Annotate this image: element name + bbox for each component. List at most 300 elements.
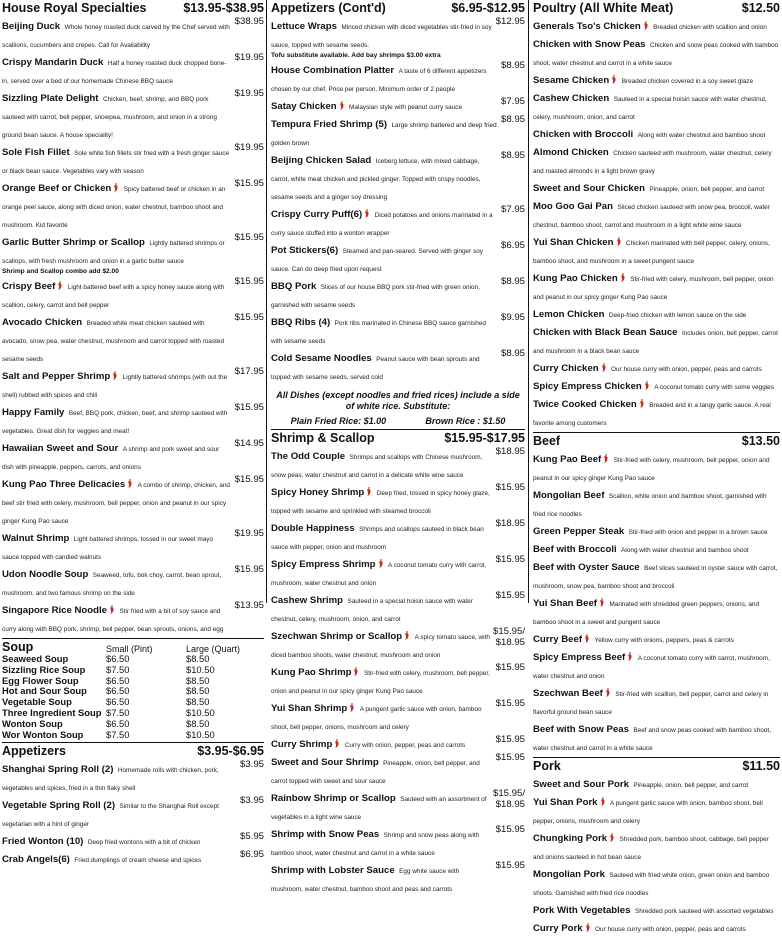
appetizers-contd-price-range: $6.95-$12.95 <box>451 1 525 15</box>
menu-item-description: Along with water chestnut and bamboo shoot <box>621 547 749 554</box>
menu-item <box>2 564 264 600</box>
chili-pepper-icon <box>601 363 607 372</box>
menu-item-title <box>271 348 498 384</box>
menu-item-title <box>2 232 232 268</box>
beef-header <box>533 434 780 448</box>
menu-item-title <box>2 831 200 849</box>
chili-pepper-icon <box>600 797 606 806</box>
menu-item-title <box>271 446 493 482</box>
appetizers-price-range: $3.95-$6.95 <box>197 744 264 759</box>
menu-item-name: Vegetable Spring Roll (2) <box>2 800 116 812</box>
menu-item <box>271 788 525 824</box>
column-middle <box>271 0 525 893</box>
menu-item-name: Szechwan Beef <box>533 688 603 699</box>
menu-item-title <box>533 304 746 322</box>
menu-item-name: Orange Beef or Chicken <box>2 183 112 194</box>
menu-item-title <box>2 438 232 474</box>
menu-item-row <box>533 485 780 521</box>
rice-note: All Dishes (except noodles and fried rices) include a side of white rice. Substitute: <box>276 390 520 411</box>
menu-item-title <box>271 698 493 734</box>
menu-item <box>533 232 780 268</box>
soup-large-price: $10.50 <box>186 706 215 718</box>
menu-item-row <box>533 34 780 70</box>
menu-item-description: Chicken and snow peas cooked with bamboo shoot, water chestnut and carrot in a white sauce <box>533 42 779 67</box>
menu-item-name: Rainbow Shrimp or Scallop <box>271 793 396 804</box>
menu-item <box>2 849 264 867</box>
menu-item-title <box>533 322 780 358</box>
menu-item-row <box>533 719 780 755</box>
menu-item-description: Deep fried wontons with a bit of chicken <box>87 839 201 847</box>
menu-item-description: Minced chicken with diced vegetables stir-fried in soy sauce, topped with sesame seeds. <box>271 24 492 49</box>
menu-item-title <box>271 150 498 204</box>
menu-item-name: Mongolian Pork <box>533 869 605 880</box>
menu-item-description: A combo of shrimp, chicken, and beef stir fried with celery, mushroom, bell pepper, onion and peanut in our spicy ginger Kung Pao sauce <box>2 482 230 525</box>
menu-item-title <box>2 474 232 528</box>
menu-item-title <box>271 16 493 52</box>
menu-item-title <box>533 449 780 485</box>
menu-item <box>271 276 525 312</box>
menu-item <box>533 719 780 755</box>
menu-item-row <box>533 774 780 792</box>
soup-small-price: $6.50 <box>106 696 130 708</box>
menu-item-price: $15.95 <box>234 178 264 189</box>
menu-item-row <box>533 358 780 376</box>
chili-pepper-icon <box>334 739 340 748</box>
menu-item-price: $8.95 <box>500 114 525 125</box>
menu-item-description: Egg white sauce with mushroom, water chestnut, bamboo shoot and peas and carrots <box>271 868 460 893</box>
menu-item-title <box>271 590 493 626</box>
menu-item-row <box>533 394 780 430</box>
menu-item-description: Similar to the Shanghai Roll except vegetarian with a hint of ginger <box>2 803 219 829</box>
menu-item-price: $6.95 <box>500 240 525 251</box>
menu-item <box>533 647 780 683</box>
menu-item-row <box>271 240 525 276</box>
menu-item <box>271 150 525 204</box>
menu-item-title <box>2 759 237 795</box>
menu-item-description: Our house curry with onion, pepper, peas and carrots <box>611 366 762 373</box>
menu-item-price: $15.95 <box>495 590 525 601</box>
menu-item-row <box>533 647 780 683</box>
menu-item-description: Pineapple, onion, bell pepper, and carrot <box>649 186 765 193</box>
menu-item-price: $15.95 <box>234 232 264 243</box>
menu-item-row <box>271 204 525 240</box>
menu-item <box>271 590 525 626</box>
menu-item-name: Beef with Oyster Sauce <box>533 562 640 573</box>
section-divider <box>533 432 780 433</box>
menu-item <box>2 312 264 366</box>
menu-item <box>533 70 780 88</box>
menu-item-description: Beef, BBQ pork, chicken, beef, and shrimp sauteed with vegetables. Great dish for veggies and meat! <box>2 410 228 435</box>
menu-item-name: BBQ Pork <box>271 281 317 292</box>
menu-item-title <box>533 16 767 34</box>
menu-item <box>271 348 525 384</box>
menu-item-row <box>271 554 525 590</box>
menu-item <box>271 96 525 114</box>
menu-item-row <box>271 348 525 384</box>
menu-item-row <box>271 518 525 554</box>
menu-item-title <box>533 196 780 232</box>
chili-pepper-icon <box>627 652 633 661</box>
menu-item-name: Garlic Butter Shrimp or Scallop <box>2 237 145 248</box>
menu-item-name: The Odd Couple <box>271 451 346 462</box>
menu-item-price: $12.95 <box>495 16 525 27</box>
menu-item-row <box>2 849 264 867</box>
menu-item-name: Crab Angels(6) <box>2 854 70 866</box>
menu-item-price: $8.95 <box>500 150 525 161</box>
soup-name: Wonton Soup <box>2 717 63 729</box>
menu-item-description: Half a honey roasted duck chopped bone-in, served over a bed of our homemade Chinese BBQ sauce <box>2 60 227 85</box>
menu-item <box>533 900 780 918</box>
menu-item-name: House Combination Platter <box>271 65 395 76</box>
menu-item <box>2 438 264 474</box>
soup-large-price: $8.50 <box>186 685 210 697</box>
chili-pepper-icon <box>605 688 611 697</box>
menu-item-name: Yui Shan Pork <box>533 797 598 808</box>
soup-large-price: $8.50 <box>186 674 210 686</box>
beef-price-range: $13.50 <box>741 434 780 448</box>
menu-item-title <box>533 70 753 88</box>
menu-item <box>2 759 264 795</box>
soup-small-label: Small (Pint) <box>106 644 153 654</box>
menu-item-description: Stir-fried with scallion, bell pepper, carrot and celery in flavorful ground bean sauce <box>533 691 769 716</box>
menu-item-description: Breaded chicken with scallion and onion <box>653 24 767 31</box>
menu-item-row <box>271 16 525 52</box>
menu-item-description: Along with water chestnut and bamboo shoot <box>637 132 766 139</box>
menu-item <box>533 196 780 232</box>
menu-item-description: Beef slices sauteed in oyster sauce with carrot, mushroom, snow pea, bamboo shoot and broccoli <box>533 565 778 590</box>
menu-item-title <box>271 276 498 312</box>
menu-item <box>271 698 525 734</box>
menu-item <box>533 178 780 196</box>
menu-item-description: Sole white fish fillets stir fried with a fresh ginger sauce or black bean sauce. Vegetables vary with season <box>2 150 230 175</box>
chili-pepper-icon <box>353 667 359 676</box>
menu-item-name: Kung Pao Beef <box>533 454 602 465</box>
menu-item-price: $15.95 <box>495 698 525 709</box>
menu-item-name: Szechwan Shrimp or Scallop <box>271 631 403 642</box>
menu-item-title <box>271 752 493 788</box>
menu-item-row <box>533 449 780 485</box>
menu-item-price: $18.95 <box>495 446 525 457</box>
menu-item-title <box>271 204 498 240</box>
menu-item-name: Beef with Broccoli <box>533 544 617 555</box>
menu-item-description: Deep fried, tossed in spicy honey glaze, topped with sesame and sprinkled with steamed broccoli <box>271 490 490 515</box>
menu-item-price: $8.95 <box>500 60 525 71</box>
menu-item <box>2 474 264 528</box>
menu-item-title <box>533 864 780 900</box>
menu-item-row <box>2 276 264 312</box>
menu-item-row <box>533 196 780 232</box>
soup-small-price: $6.50 <box>106 653 130 664</box>
section-divider <box>2 638 264 639</box>
menu-item-name: Salt and Pepper Shrimp <box>2 371 111 382</box>
menu-item-row <box>2 795 264 831</box>
menu-item-row <box>533 864 780 900</box>
menu-item-price: $3.95 <box>239 759 264 771</box>
menu-item-description: Shrimps and scallops with Chinese mushroom, snow peas, water chestnut and carrot in a delicate white wine sauce <box>271 454 483 479</box>
menu-item-description: Large shrimp battered and deep fried golden brown <box>271 122 497 147</box>
menu-item-description: Lightly battered shrimps or scallops, with fresh mushroom and onion in a garlic butter sauce <box>2 240 225 265</box>
menu-item <box>533 358 780 376</box>
menu-item-title <box>271 860 493 896</box>
menu-item-name: Shanghai Spring Roll (2) <box>2 764 114 776</box>
menu-item-title <box>2 600 232 636</box>
menu-item-description: Light battered shrimps, tossed in our sweet mayo sauce topped with candied walnuts <box>2 536 214 561</box>
menu-item-row <box>2 564 264 600</box>
menu-item-name: Beijing Chicken Salad <box>271 155 372 166</box>
menu-item-title <box>2 312 232 366</box>
menu-item-title <box>533 593 780 629</box>
chili-pepper-icon <box>109 605 115 614</box>
menu-item-title <box>271 662 493 698</box>
menu-item <box>271 204 525 240</box>
menu-item-name: Crispy Mandarin Duck <box>2 57 104 68</box>
menu-item-row <box>533 124 780 142</box>
chili-pepper-icon <box>620 273 626 282</box>
menu-item-description: Whole honey roasted duck carved by the Chef served with scallions, cucumbers and crepes. Call for Availability <box>2 24 230 49</box>
menu-item <box>271 626 525 662</box>
menu-item-description: Peanut sauce with bean sprouts and topped with sesame seeds, served cold <box>271 356 480 381</box>
chili-pepper-icon <box>611 75 617 84</box>
menu-item-name: Spicy Honey Shrimp <box>271 487 365 498</box>
menu-item <box>271 312 525 348</box>
menu-item <box>271 824 525 860</box>
house-specialties-price-range: $13.95-$38.95 <box>183 1 264 15</box>
menu-item-name: Kung Pao Three Delicacies <box>2 479 126 490</box>
menu-item-price: $14.95 <box>234 438 264 449</box>
soup-name: Hot and Sour Soup <box>2 685 87 697</box>
menu-item-description: Shredded pork sauteed with assorted vegetables <box>634 908 774 915</box>
menu-item-title <box>271 114 498 150</box>
menu-item <box>533 34 780 70</box>
menu-item-description: Curry with onion, pepper, peas and carrots <box>344 742 466 749</box>
rice-substitute-prices <box>271 416 525 427</box>
menu-item <box>271 446 525 482</box>
menu-item-name: Happy Family <box>2 407 65 418</box>
menu-item-price: $17.95 <box>234 366 264 377</box>
menu-item-row <box>271 860 525 896</box>
chili-pepper-icon <box>616 237 622 246</box>
menu-item-price: $9.95 <box>500 312 525 323</box>
house-specialties-title: House Royal Specialties <box>2 1 147 15</box>
menu-item-name: BBQ Ribs (4) <box>271 317 331 328</box>
menu-item-title <box>2 178 232 232</box>
menu-item-row <box>2 366 264 402</box>
menu-item-title <box>271 626 490 662</box>
menu-item-row <box>533 304 780 322</box>
menu-item-title <box>2 366 232 402</box>
soup-small-price: $7.50 <box>106 728 130 740</box>
menu-item-price: $7.95 <box>500 204 525 215</box>
menu-item-price: $15.95 <box>234 474 264 485</box>
menu-item-row <box>271 312 525 348</box>
menu-item-description: Marinated with shredded green peppers, onions, and bamboo shoot in a sweet and pungent sauce <box>533 601 760 626</box>
menu-item-title <box>2 849 201 867</box>
menu-item-description: Pineapple, onion, bell pepper, and carrot <box>633 782 749 789</box>
menu-item-row <box>271 698 525 734</box>
menu-item-row <box>533 828 780 864</box>
menu-item-row <box>533 792 780 828</box>
menu-item-price: $15.95 <box>495 824 525 835</box>
menu-item-title <box>533 521 768 539</box>
menu-item <box>533 394 780 430</box>
menu-item-row <box>271 590 525 626</box>
menu-item-row <box>533 70 780 88</box>
menu-item-row <box>533 683 780 719</box>
menu-item-description: Fried dumplings of cream cheese and spices <box>74 857 202 865</box>
menu-item-title <box>533 268 780 304</box>
menu-item-name: Satay Chicken <box>271 101 337 112</box>
menu-item-price: $15.95 <box>234 402 264 413</box>
menu-item <box>2 178 264 232</box>
menu-item-row <box>271 788 525 824</box>
menu-item-title <box>2 276 232 312</box>
menu-item <box>533 268 780 304</box>
menu-item-name: Spicy Empress Chicken <box>533 381 642 392</box>
menu-item-description: Stir-fried with celery, mushroom, bell pepper, onion and peanut in our spicy ginger Kung Pao sauce <box>533 457 770 482</box>
menu-item-row <box>533 178 780 196</box>
menu-item-name: Sizzling Plate Delight <box>2 93 99 104</box>
soup-name: Egg Flower Soup <box>2 674 79 686</box>
menu-item-name: Udon Noodle Soup <box>2 569 89 580</box>
menu-item-name: Shrimp with Lobster Sauce <box>271 865 395 876</box>
chili-pepper-icon <box>644 381 650 390</box>
menu-item-row <box>2 528 264 564</box>
menu-item-price: $15.95 <box>495 482 525 493</box>
menu-item-row <box>271 626 525 662</box>
menu-item-title <box>2 528 232 564</box>
menu-item-price: $38.95 <box>234 16 264 27</box>
menu-item-name: Beijing Duck <box>2 21 61 32</box>
menu-item-title <box>2 402 232 438</box>
menu-item-title <box>533 376 774 394</box>
menu-item-row <box>271 734 525 752</box>
chili-pepper-icon <box>339 101 345 110</box>
menu-item <box>271 52 525 60</box>
menu-item <box>271 60 525 96</box>
chili-pepper-icon <box>404 631 410 640</box>
menu-item-title <box>533 124 765 142</box>
menu-item-description: Beef and snow peas cooked with bamboo shoot, water chestnut and carrot in a white sauce <box>533 727 771 752</box>
menu-item <box>533 593 780 629</box>
chili-pepper-icon <box>366 487 372 496</box>
menu-item-price: $18.95 <box>495 518 525 529</box>
menu-item-description: Lightly battered shrimps (with out the shell) rubbed with spices and chili <box>2 374 228 399</box>
menu-item <box>533 557 780 593</box>
menu-item-description: Stir-fried with onion and pepper in a brown sauce <box>628 529 768 536</box>
menu-item-title <box>271 518 493 554</box>
soup-row <box>2 730 264 741</box>
menu-item-row <box>271 150 525 204</box>
menu-item-price: $6.95 <box>239 849 264 861</box>
menu-item-name: Spicy Empress Beef <box>533 652 626 663</box>
chili-pepper-icon <box>127 479 133 488</box>
menu-item <box>533 521 780 539</box>
menu-item-row <box>2 178 264 232</box>
appetizers-header <box>2 744 264 758</box>
menu-item-description: Seaweed, tofu, bok choy, carrot, bean sprout, mushroom, and two famous shrimp on the side <box>2 572 222 597</box>
menu-item <box>271 662 525 698</box>
menu-item-price: $15.95 <box>495 554 525 565</box>
menu-item-description: Sauteed with fried white onion, green onion and bamboo shoots. Garnished with fried rice noodles <box>533 872 770 897</box>
menu-item-name: Pot Stickers(6) <box>271 245 339 256</box>
appetizers-title: Appetizers <box>2 744 66 759</box>
menu-item <box>533 322 780 358</box>
menu-item-row <box>2 312 264 366</box>
menu-item-title <box>271 312 498 348</box>
menu-item-row <box>533 593 780 629</box>
menu-item-title <box>533 88 780 124</box>
menu-item-name: Cashew Chicken <box>533 93 610 104</box>
menu-item-description: A pungent garlic sauce with onion, bamboo shoot, bell pepper, onions, mushroom and celery <box>533 800 763 825</box>
menu-item-price: $15.95 <box>495 734 525 745</box>
menu-item-name: Chicken with Broccoli <box>533 129 634 140</box>
chili-pepper-icon <box>584 634 590 643</box>
menu-item-row <box>533 521 780 539</box>
menu-item <box>2 142 264 178</box>
menu-item-title <box>533 792 780 828</box>
menu-item-row <box>271 96 525 114</box>
menu-item-row <box>533 539 780 557</box>
pork-header <box>533 759 780 773</box>
menu-item-name: Avocado Chicken <box>2 317 83 328</box>
column-divider <box>266 0 267 603</box>
menu-item-description: Breaded white meat chicken sauteed with avocado, snow pea, water chestnut, mushroom and carrot topped with roasted sesame seeds <box>2 320 225 363</box>
menu-item-name: Curry Pork <box>533 923 583 934</box>
menu-item-name: Chicken with Snow Peas <box>533 39 646 50</box>
menu-item-name: Chicken with Black Bean Sauce <box>533 327 678 338</box>
menu-item-description: Breaded chicken covered in a soy sweet glaze <box>621 78 754 85</box>
soup-name: Wor Wonton Soup <box>2 728 84 740</box>
menu-item-price: $15.95 <box>234 312 264 323</box>
menu-item <box>533 629 780 647</box>
menu-item-name: Green Pepper Steak <box>533 526 625 537</box>
menu-item-title <box>271 240 498 276</box>
brown-rice-price: Brown Rice : $1.50 <box>425 416 506 426</box>
menu-item <box>271 240 525 276</box>
menu-item-name: Twice Cooked Chicken <box>533 399 637 410</box>
menu-item-row <box>2 438 264 474</box>
menu-item <box>271 752 525 788</box>
menu-item-description: A spicy tomato sauce, with diced bamboo shoots, water chestnut, mushroom and onion <box>271 634 490 659</box>
menu-item-title <box>533 34 780 70</box>
soup-header <box>2 640 264 654</box>
menu-item-name: Sweet and Sour Chicken <box>533 183 645 194</box>
menu-item-row <box>533 322 780 358</box>
menu-item-row <box>533 557 780 593</box>
menu-item-title <box>271 788 490 824</box>
menu-item-name: Curry Beef <box>533 634 583 645</box>
menu-item-description: Our house curry with onion, pepper, peas and carrots <box>595 926 746 933</box>
menu-item <box>271 734 525 752</box>
menu-item <box>533 539 780 557</box>
menu-item-name: Crispy Beef <box>2 281 56 292</box>
menu-item-row <box>2 600 264 636</box>
menu-item-row <box>271 446 525 482</box>
menu-item-name: Spicy Empress Shrimp <box>271 559 376 570</box>
menu-item-name: Sesame Chicken <box>533 75 610 86</box>
menu-item-price: $19.95 <box>234 142 264 153</box>
poultry-title: Poultry (All White Meat) <box>533 1 674 15</box>
soup-row <box>2 665 264 676</box>
menu-item-title <box>2 795 237 831</box>
menu-item-row <box>2 232 264 268</box>
menu-item-title <box>533 629 734 647</box>
menu-item-price: $13.95 <box>234 600 264 611</box>
soup-small-price: $6.50 <box>106 717 130 729</box>
menu-item-title <box>2 142 232 178</box>
menu-item-price: $15.95 <box>234 564 264 575</box>
menu-item-description: Shrimps and scallops sauteed in black bean sauce with pepper, onion and mushroom <box>271 526 484 551</box>
